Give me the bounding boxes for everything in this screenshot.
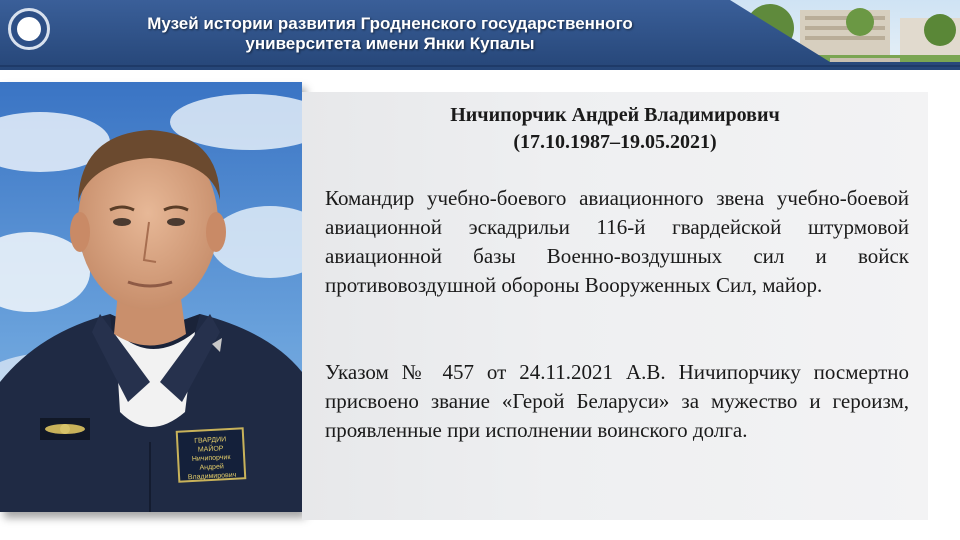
name-tag-line3: Ничипорчик	[191, 453, 231, 463]
description-paragraph: Командир учебно-боевого авиационного звена учебно-боевой авиационной эскадрильи 116-й гвардейской штурмовой авиационной базы Военно-воздушных сил и войск противовоздушной обороны Вооруженных Сил, майор.	[325, 186, 909, 297]
name-tag-line2: МАЙОР	[197, 445, 224, 454]
header-title-line1: Музей истории развития Гродненского государственного	[147, 14, 633, 33]
header-title	[70, 14, 710, 54]
award-paragraph: Указом № 457 от 24.11.2021 А.В. Ничипорчику посмертно присвоено звание «Герой Беларуси» за мужество и героизм, проявленные при исполнении воинского долга.	[325, 360, 909, 442]
person-name: Ничипорчик Андрей Владимирович	[450, 104, 780, 126]
pilot-wings-icon	[40, 418, 90, 440]
name-tag-line4: Андрей	[199, 463, 224, 472]
header-title-line2: университета имени Янки Купалы	[245, 34, 535, 53]
name-tag-line1: ГВАРДИИ	[194, 436, 227, 445]
name-tag-line5: Владимирович	[187, 471, 237, 482]
biography-panel	[302, 92, 928, 520]
logo-circle	[8, 8, 50, 50]
name-tag	[177, 428, 246, 481]
portrait-photo	[0, 82, 302, 512]
person-dates: (17.10.1987–19.05.2021)	[513, 131, 717, 153]
portrait-image	[0, 82, 302, 512]
header-banner	[0, 0, 960, 70]
person-heading	[302, 102, 928, 156]
